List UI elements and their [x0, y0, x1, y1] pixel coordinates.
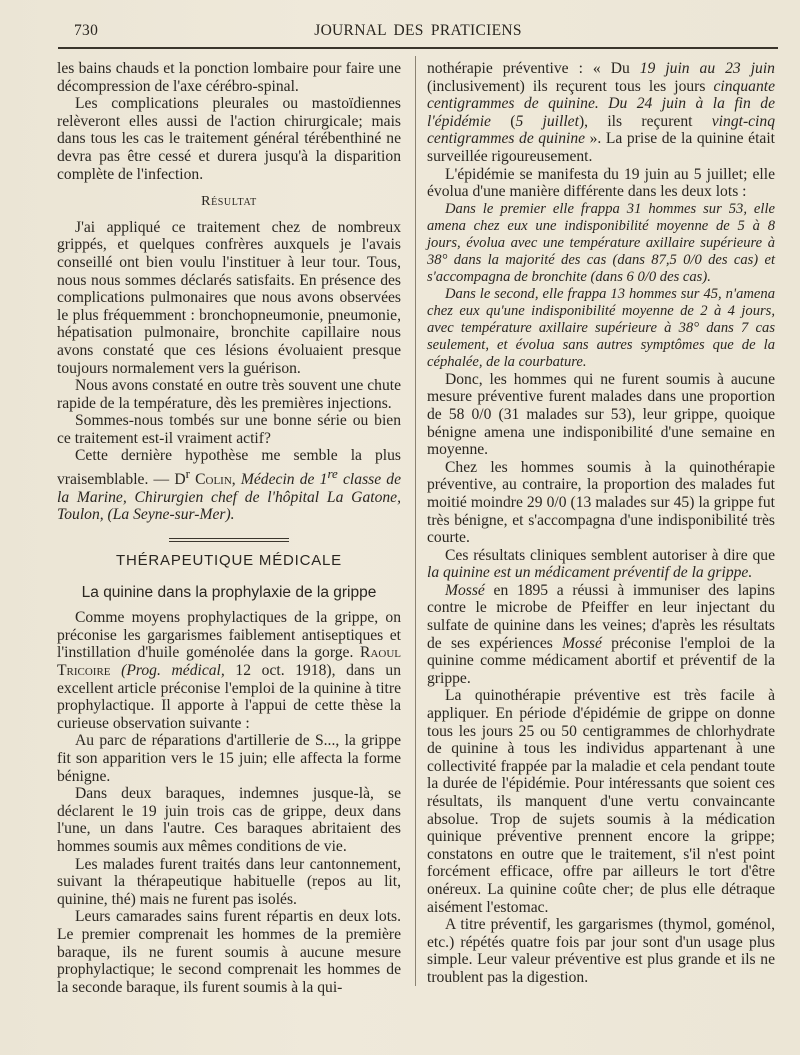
running-header	[58, 22, 778, 46]
journal-title: JOURNAL DES PRATICIENS	[314, 22, 522, 39]
author-name: Mossé	[562, 634, 602, 652]
text-run: la quinine est un médicament préventif de la grippe.	[427, 564, 753, 582]
superscript: r	[185, 466, 190, 482]
text-run: 19 juin au 23 juin	[639, 60, 775, 77]
paragraph: Dans deux baraques, indemnes jusque-là, se déclarent le 19 juin trois cas de grippe, deux dans l'une, un dans l'autre. Ces baraques abritaient des hommes soumis aux mêmes conditions de vie.	[57, 785, 401, 855]
paragraph: Leurs camarades sains furent répartis en deux lots. Le premier comprenait les hommes de la première baraque, ils ne furent soumis à aucune mesure prophylactique; le second comprenait les hommes de la seconde baraque, ils furent soumis à la qui-	[57, 908, 401, 996]
text-run: cinquante centigrammes de quinine. Du 24 juin à la fin de l'épidémie	[427, 77, 775, 130]
paragraph: Donc, les hommes qui ne furent soumis à aucune mesure préventive furent malades dans une proportion de 58 0/0 (31 malades sur 53), leur grippe, quoique bénigne amena une indisponibilité d'une semaine en moyenne.	[427, 370, 775, 459]
text-run: Ces résultats cliniques semblent autoriser à dire que	[445, 546, 775, 564]
text-run: 5 juillet	[515, 112, 579, 130]
paragraph: J'ai appliqué ce traitement chez de nombreux grippés, et quelques confrères auxquels je l'avais conseillé ont bien voulu l'instituer à leur tour. Tous, nous nous sommes déclarés satisfaits. En présence des complications pulmonaires que nous avons observées le plus fréquemment : bronchopneumonie, pneumonie, hépatisation pulmonaire, bronchite capillaire nous avons constaté que ces lésions évoluaient presque toujours normalement vers la guérison.	[57, 218, 401, 377]
text-run: Cette dernière hypothèse me semble la plus vraisemblable. — D	[57, 447, 401, 489]
text-run: 12 oct. 1918), dans un excellent article préconise l'emploi de la quinine à titre prophylactique. Il apporte à l'appui de cette thèse la curieuse observation suivante :	[57, 662, 401, 732]
paragraph: L'épidémie se manifesta du 19 juin au 5 juillet; elle évolua d'une manière différente dans les deux lots :	[427, 165, 775, 201]
paragraph: Au parc de réparations d'artillerie de S..., la grippe fit son apparition vers le 15 juin; elle affecta la forme bénigne.	[57, 732, 401, 785]
paragraph: les bains chauds et la ponction lombaire pour faire une décompression de l'axe cérébro-spinal.	[57, 60, 401, 95]
left-column	[57, 60, 401, 996]
paragraph: Les complications pleurales ou mastoïdiennes relèveront elles aussi de l'action chirurgicale; mais dans tous les cas le traitement général térébenthiné ne devra pas être cessé et durera jusqu'à la disparition complète de l'infection.	[57, 95, 401, 183]
paragraph: Chez les hommes soumis à la quinothérapie préventive, au contraire, la proportion des malades fut moitié moindre 29 0/0 (13 malades sur 45) la grippe fut très bénigne, et s'accompagna d'une indisponibilité très courte.	[427, 458, 775, 547]
author-name: Colin,	[189, 471, 236, 489]
section-divider	[169, 538, 289, 542]
quoted-observation: Dans le premier elle frappa 31 hommes sur 53, elle amena chez eux une indisponibilité moyenne de 5 à 8 jours, évolua avec une température axillaire supérieure à 38° dans la majorité des cas (dans 87,5 0/0 des cas) et s'accompagna de bronchite (dans 6 0/0 des cas).	[427, 200, 775, 285]
text-run: (	[490, 112, 516, 130]
paragraph: La quinothérapie préventive est très facile à appliquer. En période d'épidémie de grippe on donne tous les jours 25 ou 50 centigrammes de chlorhydrate de quinine à tous les individus appartenant à une collectivité frappée par la maladie et cela pendant toute la durée de l'épidémie. Pour intéressants que soient ces résultats, ils manquent d'une vertu convaincante absolue. Trop de sujets soumis à la médication quinique préventive prennent encore la grippe; constatons en outre que le traitement, s'il n'est point forcément efficace, offre par ailleurs le tort d'être onéreux. La quinine coûte cher; de plus elle détraque aisément l'estomac.	[427, 687, 775, 916]
paragraph	[427, 582, 775, 688]
author-name: Raoul Tricoire	[57, 644, 401, 679]
text-run: classe de la Marine, Chirurgien chef de l'hôpital La Gatone, Toulon, (La Seyne-sur-Mer).	[57, 471, 402, 524]
text-run: ), ils reçurent	[578, 112, 712, 130]
paragraph: A titre préventif, les gargarismes (thymol, goménol, etc.) répétés quatre fois par jour sont d'un usage plus simple. Leur valeur préventive est plus grande et ils ne troublent pas la digestion.	[427, 916, 775, 986]
paragraph: Nous avons constaté en outre très souvent une chute rapide de la température, dès les premières injections.	[57, 377, 401, 412]
paragraph	[427, 60, 775, 166]
text-run: ». La prise de la quinine était surveillée rigoureusement.	[427, 130, 775, 165]
text-run: (inclusivement) ils reçurent tous les jours	[427, 77, 714, 95]
signature-paragraph	[57, 447, 401, 524]
quoted-observation: Dans le second, elle frappa 13 hommes sur 45, n'amena chez eux qu'une indisponibilité moyenne de 2 à 4 jours, avec température axillaire supérieure à 38° dans 7 cas seulement, et évolua sans autres symptômes que de la céphalée, de la courbature.	[427, 285, 775, 370]
paragraph	[427, 547, 775, 582]
author-name: Mossé	[445, 581, 485, 599]
paragraph: Les malades furent traités dans leur cantonnement, suivant la thérapeutique habituelle (repos au lit, quinine, thé) mais ne furent pas isolés.	[57, 855, 401, 908]
paragraph	[57, 609, 401, 732]
text-run: Comme moyens prophylactiques de la grippe, on préconise les gargarismes faiblement antiseptiques et l'instillation d'huile goménolée dans la gorge.	[57, 609, 401, 662]
text-run: vingt-cinq centigrammes de quinine	[427, 112, 775, 148]
page-number: 730	[74, 22, 99, 39]
text-run: Médecin de 1	[235, 471, 328, 489]
article-title: La quinine dans la prophylaxie de la grippe	[81, 583, 377, 601]
right-column	[427, 60, 775, 987]
rubric-heading: THÉRAPEUTIQUE MÉDICALE	[116, 552, 342, 570]
reference: (Prog. médical,	[110, 662, 225, 679]
superscript: re	[327, 466, 338, 482]
paragraph: Sommes-nous tombés sur une bonne série ou bien ce traitement est-il vraiment actif?	[57, 412, 401, 447]
text-run: préconise l'emploi de la quinine comme médicament abortif et préventif de la grippe.	[427, 634, 776, 687]
header-rule	[58, 47, 778, 49]
resultat-heading: Résultat	[201, 194, 257, 210]
text-run: en 1895 a réussi à immuniser des lapins contre le microbe de Pfeiffer en leur injectant du sulfate de quinine dans les veines; d'après les résultats de ses expériences	[427, 581, 775, 652]
column-divider	[415, 56, 416, 986]
text-run: nothérapie préventive : « Du	[427, 60, 640, 77]
